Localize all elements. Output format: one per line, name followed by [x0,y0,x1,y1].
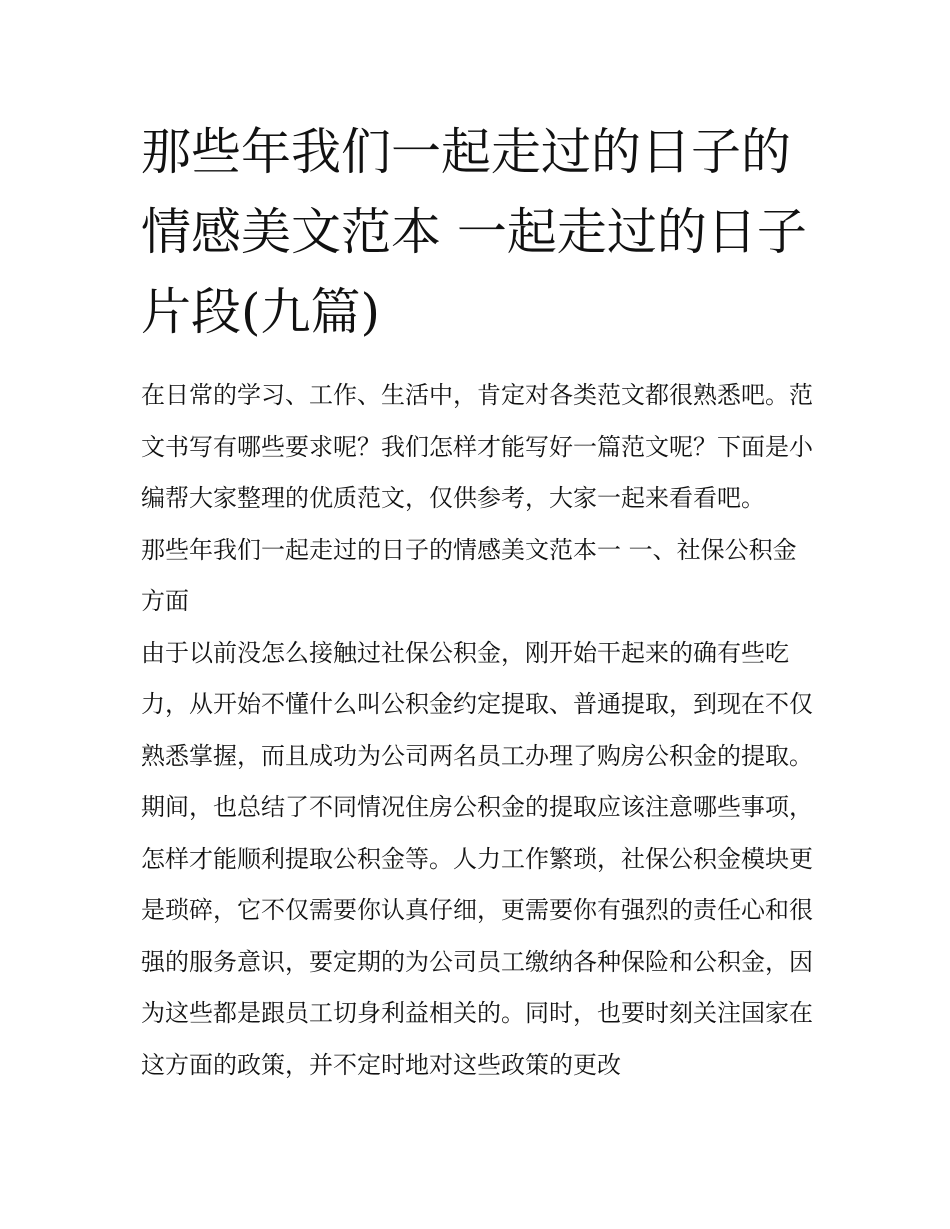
document-title: 那些年我们一起走过的日子的情感美文范本 一起走过的日子片段(九篇) [141,123,807,341]
section-heading-paragraph: 那些年我们一起走过的日子的情感美文范本一 一、社保公积金方面 [141,535,797,615]
intro-paragraph: 在日常的学习、工作、生活中，肯定对各类范文都很熟悉吧。范文书写有哪些要求呢？我们怎样才能写好一篇范文呢？下面是小编帮大家整理的优质范文，仅供参考，大家一起来看看吧。 [141,381,813,512]
document-content [141,112,813,1091]
body-paragraph: 由于以前没怎么接触过社保公积金，刚开始干起来的确有些吃力，从开始不懂什么叫公积金约定提取、普通提取，到现在不仅熟悉掌握，而且成功为公司两名员工办理了购房公积金的提取。期间，也总结了不同情况住房公积金的提取应该注意哪些事项，怎样才能顺利提取公积金等。人力工作繁琐，社保公积金模块更是琐碎，它不仅需要你认真仔细，更需要你有强烈的责任心和很强的服务意识，要定期的为公司员工缴纳各种保险和公积金，因为这些都是跟员工切身利益相关的。同时，也要时刻关注国家在这方面的政策，并不定时地对这些政策的更改 [141,638,813,1079]
